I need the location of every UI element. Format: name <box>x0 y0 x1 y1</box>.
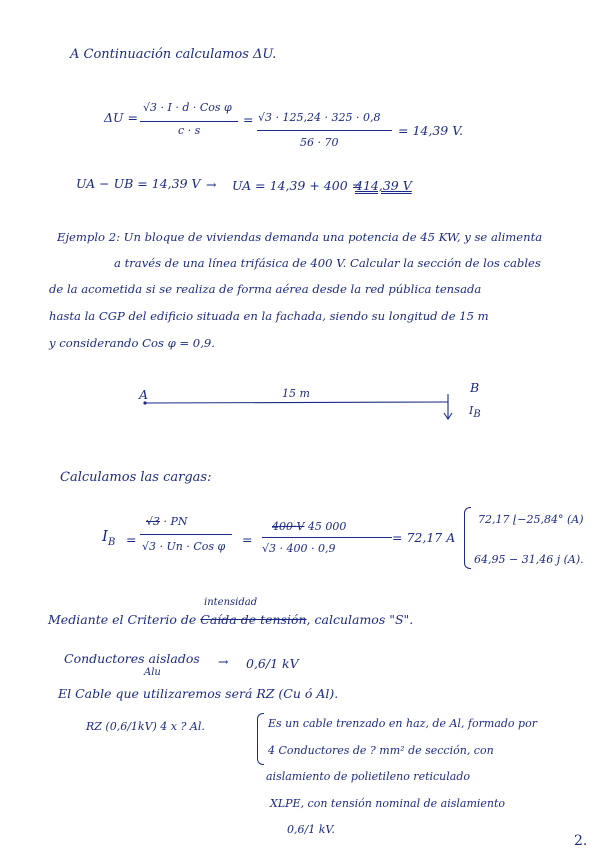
struck-term: 400·V <box>272 520 305 533</box>
conductors-label: Conductores aislados <box>64 651 200 666</box>
fraction-bar <box>140 534 232 535</box>
formula-du-lhs: ΔU = <box>104 110 139 125</box>
section-title: A Continuación calculamos ΔU. <box>70 47 277 62</box>
arrow-icon: → <box>218 654 229 669</box>
node-label-a: A <box>139 387 149 402</box>
node-label-b: B <box>470 380 480 395</box>
example-line: Ejemplo 2: Un bloque de viviendas demanda una potencia de 45 KW, y se alimenta <box>57 230 543 244</box>
cable-desc-line: aislamiento de polietileno reticulado <box>266 770 470 783</box>
criterion-line <box>48 612 413 627</box>
calc-loads-heading: Calculamos las cargas: <box>60 470 212 485</box>
formula-ib-numerator <box>146 515 188 528</box>
arrow-icon: → <box>206 177 217 192</box>
numerator-term: · PN <box>160 515 188 528</box>
formula-du-denominator: c · s <box>178 124 201 137</box>
line-diagram <box>130 380 500 430</box>
current-symbol: I <box>469 404 474 417</box>
criterion-insert: intensidad <box>204 597 258 608</box>
formula-ua-right: UA = 14,39 + 400 = <box>232 178 363 193</box>
cable-desc-line: Es un cable trenzado en haz, de Al, formado por <box>268 717 537 730</box>
current-subscript: B <box>473 409 481 421</box>
formula-ib-branch-1: 72,17 ⌊−25,84° (A) <box>478 513 584 526</box>
formula-du-numerator: √3 · I · d · Cos φ <box>143 101 232 114</box>
formula-ib-numerator-2 <box>272 520 346 533</box>
current-symbol: I <box>102 527 108 545</box>
curly-brace <box>464 507 471 569</box>
criterion-strike: Caída de tensión <box>200 612 307 627</box>
fraction-bar <box>257 130 392 131</box>
cable-used: El Cable que utilizaremos será RZ (Cu ó Al). <box>58 686 339 701</box>
example-line: hasta la CGP del edificio situada en la fachada, siendo su longitud de 15 m <box>49 309 489 323</box>
numerator-term: 45 000 <box>304 520 347 533</box>
struck-term: √3 <box>146 515 161 528</box>
conductors-note: Alu <box>144 667 161 678</box>
cable-code: RZ (0,6/1kV) 4 x ? Al. <box>86 720 205 733</box>
formula-du-denominator-2: 56 · 70 <box>300 136 339 149</box>
cable-desc-line: 0,6/1 kV. <box>287 823 335 836</box>
equals-sign: = <box>126 532 137 547</box>
cable-desc-line: 4 Conductores de ? mm² de sección, con <box>268 744 494 757</box>
example-line: a través de una línea trifásica de 400 V. Calcular la sección de los cables <box>114 256 541 270</box>
formula-ua-left: UA − UB = 14,39 V <box>76 176 201 191</box>
criterion-suffix: , calculamos "S". <box>306 612 414 627</box>
criterion-prefix: Mediante el Criterio de <box>48 612 201 627</box>
fraction-bar <box>262 537 392 538</box>
line-segment <box>145 402 448 403</box>
formula-ib-result: = 72,17 A <box>392 530 456 545</box>
conductors-value: 0,6/1 kV <box>246 656 299 671</box>
formula-ib-denominator: √3 · Un · Cos φ <box>142 540 226 553</box>
current-label <box>469 404 481 420</box>
formula-ib-lhs <box>102 527 115 548</box>
equals-sign: = <box>243 112 254 127</box>
distance-label: 15 m <box>282 387 310 400</box>
page-number: 2. <box>574 833 588 849</box>
formula-ib-branch-2: 64,95 − 31,46 j (A). <box>474 553 584 566</box>
fraction-bar <box>140 121 238 122</box>
cable-desc-line: XLPE, con tensión nominal de aislamiento <box>270 797 506 810</box>
formula-ib-denominator-2: √3 · 400 · 0,9 <box>262 542 336 555</box>
example-line: y considerando Cos φ = 0,9. <box>49 336 215 350</box>
formula-du-result: = 14,39 V. <box>398 123 464 138</box>
curly-brace <box>257 713 264 765</box>
equals-sign: = <box>242 532 253 547</box>
current-subscript: B <box>107 537 116 548</box>
formula-ua-result: 414,39 V <box>355 178 412 193</box>
example-line: de la acometida si se realiza de forma aérea desde la red pública tensada <box>49 282 482 296</box>
formula-du-numerator-2: √3 · 125,24 · 325 · 0,8 <box>258 111 381 124</box>
